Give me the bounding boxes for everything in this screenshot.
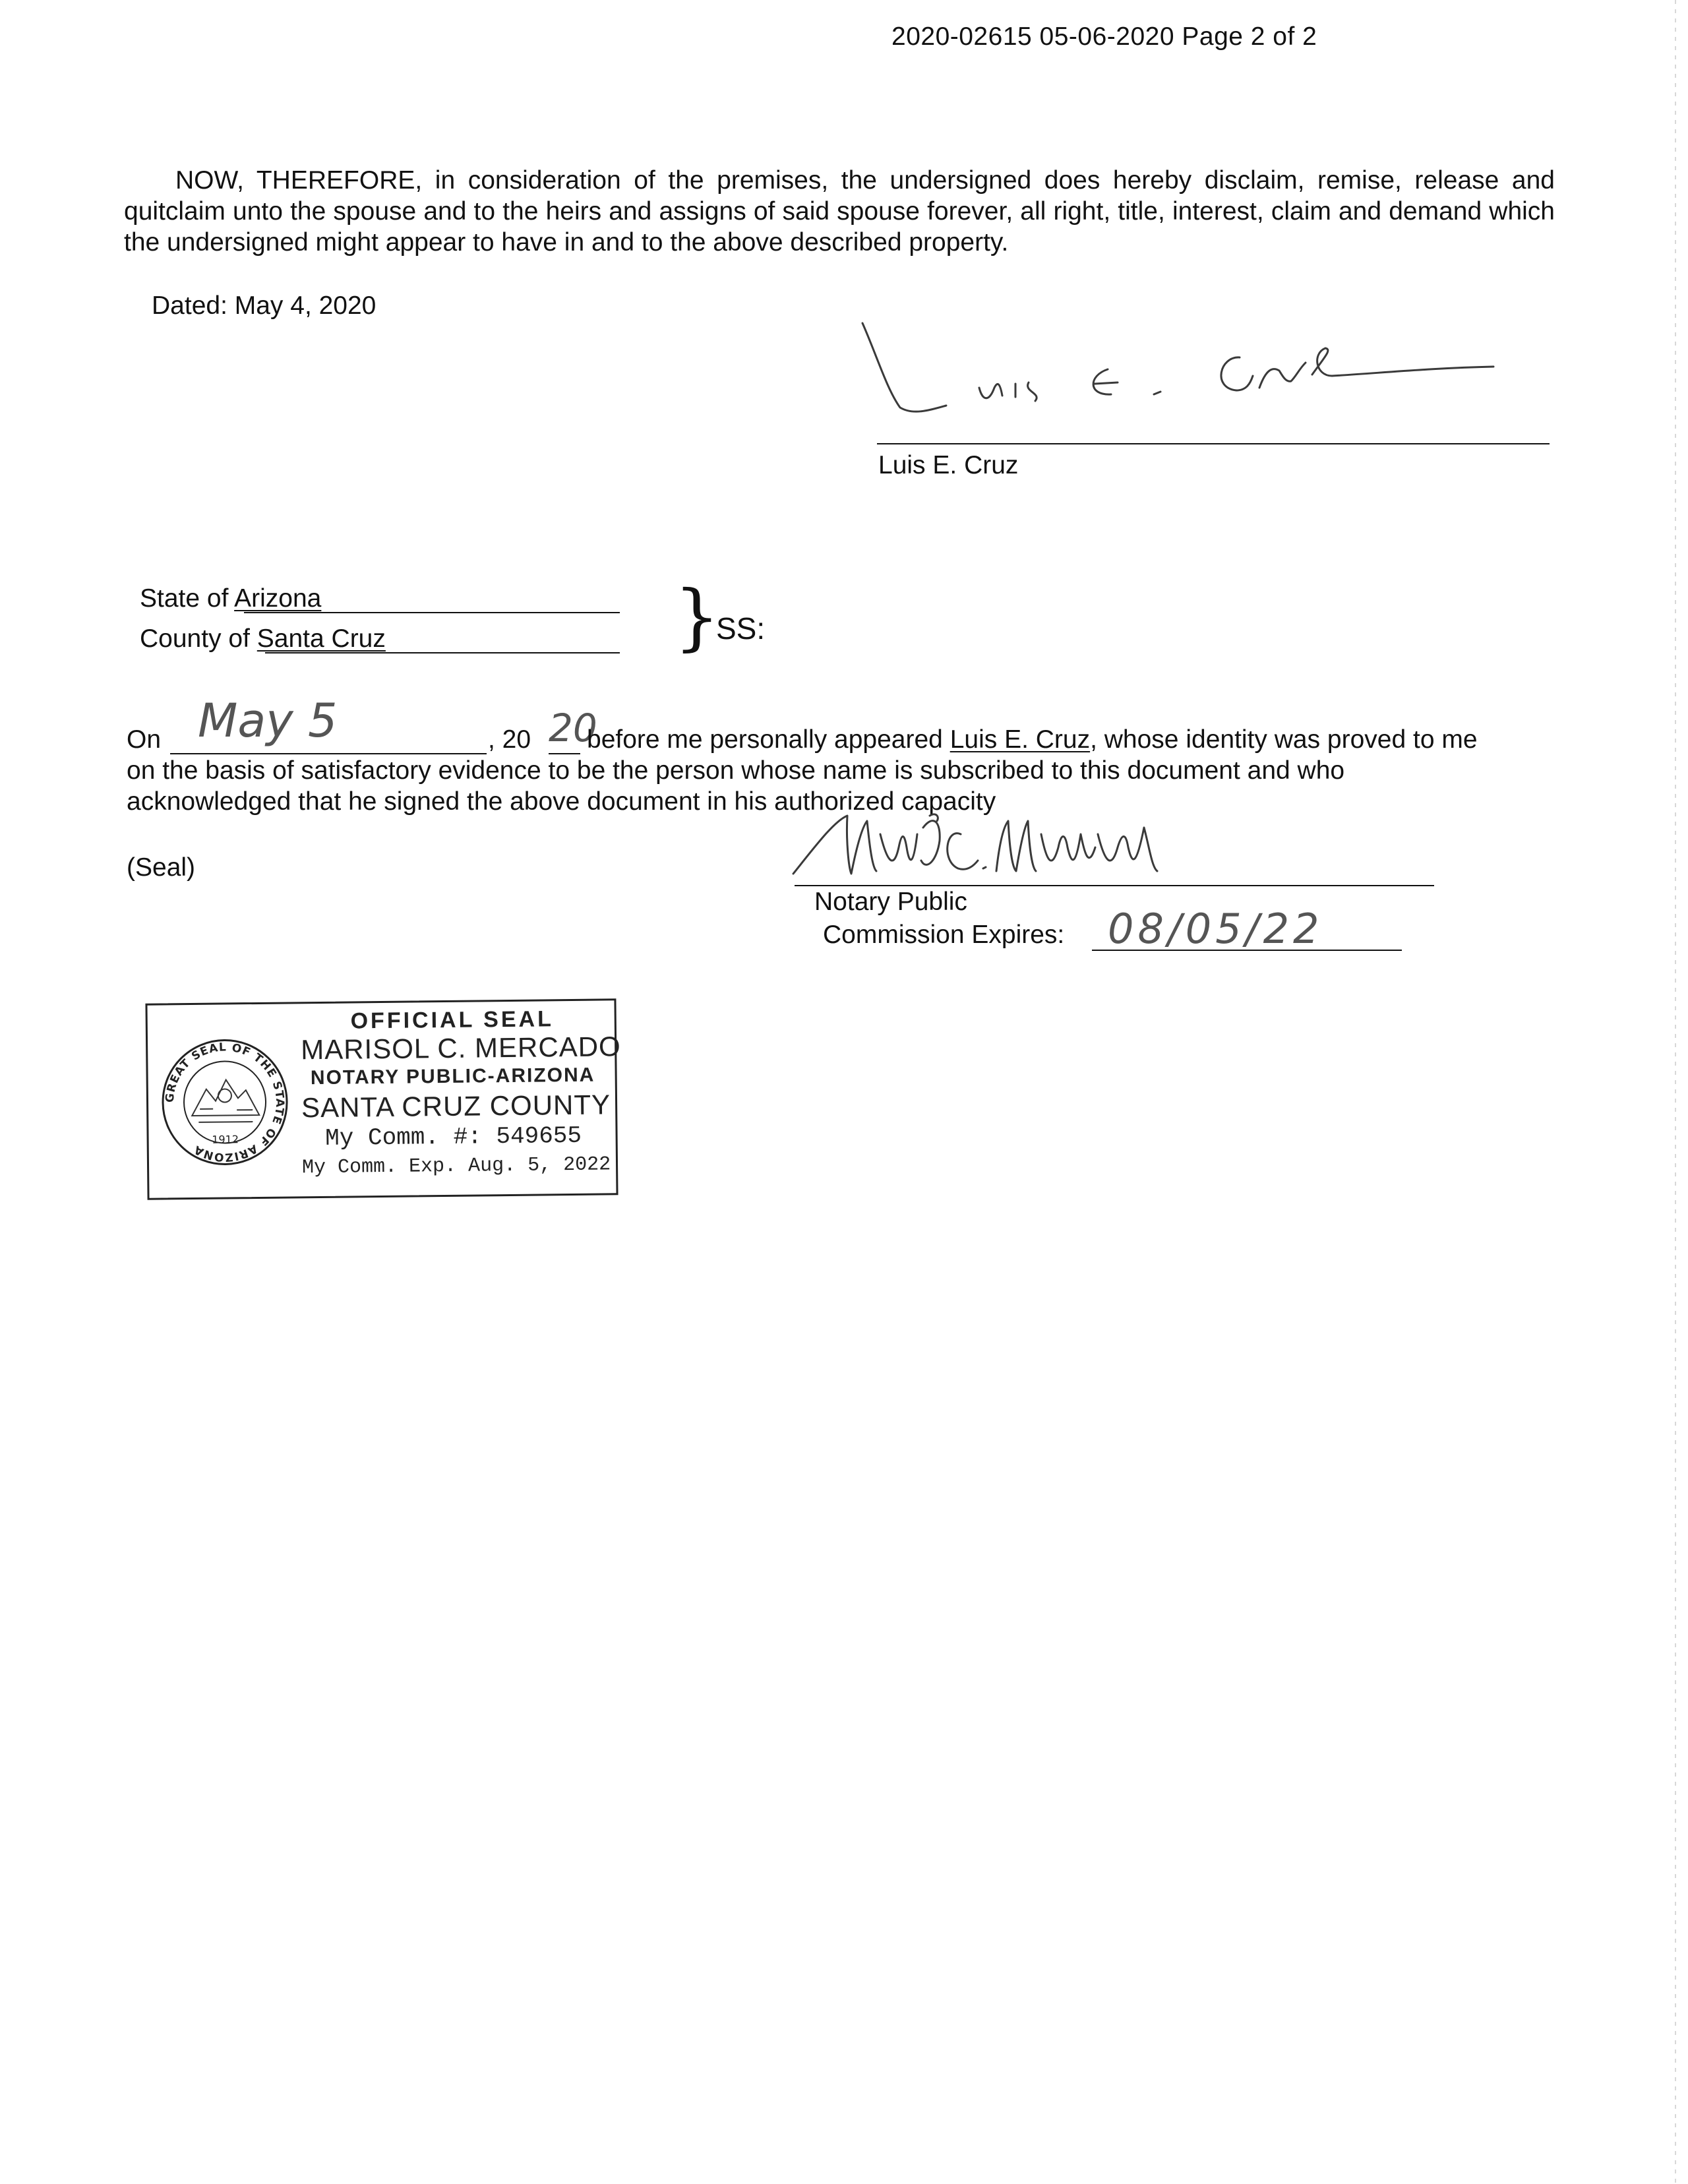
commission-label: Commission Expires: — [823, 921, 1065, 949]
venue-ss: SS: — [716, 611, 766, 646]
ack-line1 — [587, 724, 1478, 755]
stamp-commission-number: My Comm. #: 549655 — [324, 1122, 582, 1152]
stamp-notary-public: NOTARY PUBLIC-ARIZONA — [310, 1064, 595, 1089]
ack-date-handwritten: May 5 — [198, 694, 338, 748]
scan-edge-artifact — [1675, 0, 1676, 2184]
grantor-signature-line — [877, 443, 1550, 444]
ack-year-prefix: , 20 — [488, 725, 531, 754]
ack-date-line — [170, 753, 487, 754]
ack-line3: acknowledged that he signed the above document in his authorized capacity — [127, 787, 996, 816]
grantor-signature — [851, 310, 1503, 429]
quitclaim-paragraph: NOW, THEREFORE, in consideration of the premises, the undersigned does hereby disclaim, remise, release and quitclaim unto the spouse and to the heirs and assigns of said spouse forever, all right, title, interest, claim and demand which the undersigned might appear to have in and to the above described property. — [124, 166, 1555, 257]
ack-year-handwritten: 20 — [549, 706, 597, 750]
great-seal-arizona-icon — [160, 1037, 290, 1167]
state-label: State of — [140, 584, 229, 613]
svg-text:GREAT SEAL OF THE STATE OF ARI: GREAT SEAL OF THE STATE OF ARIZONA — [163, 1041, 287, 1164]
notary-title: Notary Public — [814, 888, 967, 916]
ack-appeared-name: Luis E. Cruz — [950, 725, 1091, 754]
ack-text-before-name: before me personally appeared — [587, 725, 950, 754]
commission-line — [1092, 950, 1402, 951]
county-underline — [265, 652, 620, 653]
svg-text:1912: 1912 — [212, 1133, 239, 1146]
stamp-notary-name: MARISOL C. MERCADO — [300, 1031, 621, 1066]
state-line — [140, 583, 321, 614]
commission-handwritten: 08/05/22 — [1108, 905, 1323, 953]
seal-label: (Seal) — [127, 853, 196, 882]
county-line — [140, 623, 386, 654]
stamp-county: SANTA CRUZ COUNTY — [301, 1089, 611, 1124]
stamp-commission-expiry: My Comm. Exp. Aug. 5, 2022 — [301, 1153, 611, 1180]
ack-on-label: On — [127, 725, 162, 754]
ack-text-after-name: , whose identity was proved to me — [1090, 725, 1478, 754]
notary-stamp — [145, 998, 621, 1199]
document-reference-header: 2020-02615 05-06-2020 Page 2 of 2 — [891, 22, 1317, 51]
state-underline — [244, 612, 620, 613]
ack-line2: on the basis of satisfactory evidence to be the person whose name is subscribed to this document and who — [127, 756, 1345, 785]
county-label: County of — [140, 624, 250, 653]
venue-brace: } — [674, 574, 720, 659]
stamp-official-seal: OFFICIAL SEAL — [350, 1006, 555, 1034]
grantor-name: Luis E. Cruz — [878, 451, 1019, 479]
notary-signature — [788, 808, 1197, 887]
dated-line: Dated: May 4, 2020 — [152, 291, 377, 320]
county-value: Santa Cruz — [256, 624, 386, 653]
state-value: Arizona — [234, 584, 322, 613]
ack-year-line — [549, 753, 580, 754]
